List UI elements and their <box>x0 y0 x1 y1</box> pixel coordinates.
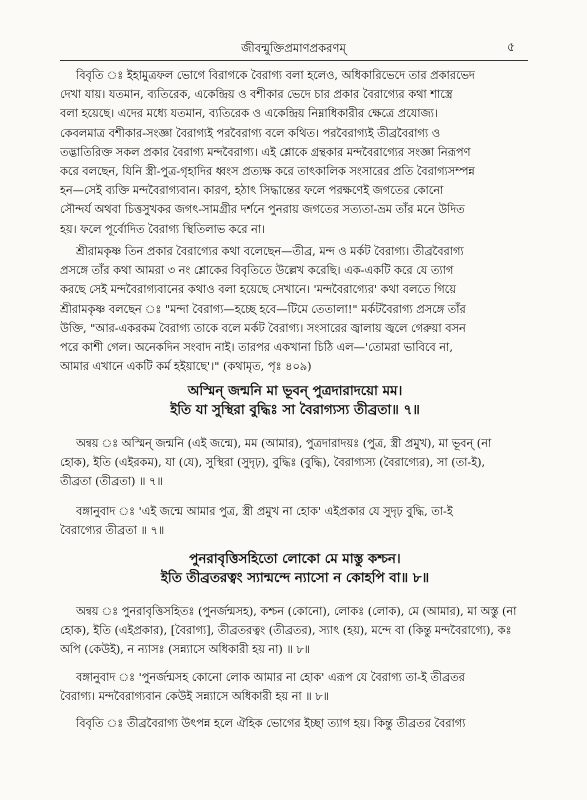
commentary-paragraph-2 <box>60 242 530 376</box>
text-line: অপি (কেউই), ন ন্যাসঃ (সন্ন্যাসে অধিকারী হয় না) ॥ ৮॥ <box>60 643 311 657</box>
anvaya-7 <box>60 434 530 492</box>
text-line: সৌন্দর্য অথবা চিত্তসুখকর জগৎ-সামগ্রীর দর্শনে পুনরায় জগতের সত্যতা-ভ্রম তাঁর মনে উদিত <box>60 203 465 217</box>
text-line: হন—সেই ব্যক্তি মন্দবৈরাগ্যবান। কারণ, হঠাৎ সিদ্ধান্তের ফলে পরক্ষণেই জগতের কোনো <box>60 184 444 198</box>
text-line: বৈরাগ্যের তীব্রতা ॥ ৭॥ <box>60 524 165 538</box>
text-line: করছে সেই মন্দবৈরাগ্যবানের কথাও বলা হয়েছে সেখানে। 'মন্দবৈরাগ্যের' কথা বলতে গিয়ে <box>60 283 456 297</box>
text-line: পরে কাশী গেল। অনেকদিন সংবাদ নাই। তারপর একখানা চিঠি এল—'তোমরা ভাবিবে না, <box>60 340 453 354</box>
text-line: শ্রীরামকৃষ্ণ তিন প্রকার বৈরাগ্যের কথা বলেছেন—তীব্র, মন্দ ও মর্কট বৈরাগ্য। তীব্রবৈরাগ্য <box>76 245 464 258</box>
page-number: ৫ <box>506 39 515 54</box>
text-line: হয়। ফলে পূর্বোদিত বৈরাগ্য স্থিতিলাভ করে না। <box>60 222 266 236</box>
text-line: অন্বয় ঃ পুনরাবৃত্তিসহিতঃ (পুনর্জন্মসহ), কশ্চন (কোনো), লোকঃ (লোক), মে (আমার), মা অস্তু (না <box>76 605 517 618</box>
text-line: আমার এখানে একটি কর্ম হইয়াছে'।" (কথামৃত, পৃঃ ৪০৯) <box>60 360 312 374</box>
text-line: প্রসঙ্গে তাঁর কথা আমরা ৩ নং শ্লোকের বিবৃতিতে উল্লেখ করেছি। এক-একটি করে যে ত্যাগ <box>60 264 454 278</box>
sanskrit-verse-7 <box>60 382 530 420</box>
text-line: বিবৃতি ঃ তীব্রবৈরাগ্য উৎপন্ন হলে ঐহিক ভোগের ইচ্ছা ত্যাগ হয়। কিন্তু তীব্রতর বৈরাগ্য <box>76 717 466 730</box>
text-line: করে বলছেন, যিনি স্ত্রী-পুত্র-গৃহাদির ধ্বংস প্রত্যক্ষ করে তাৎকালিক সংসারের প্রতি বৈরাগ্যসম্পন্ন <box>60 164 475 178</box>
text-line: কেবলমাত্র বশীকার-সংজ্ঞা বৈরাগ্যই পরবৈরাগ্য বলে কথিত। পরবৈরাগ্যই তীব্রবৈরাগ্য ও <box>60 126 441 140</box>
sanskrit-verse-8 <box>60 550 530 588</box>
translation-7 <box>60 502 530 540</box>
header-rule <box>60 60 528 61</box>
text-line: বঙ্গানুবাদ ঃ 'এই জন্মে আমার পুত্র, স্ত্রী প্রমুখ না হোক' এইপ্রকার যে সুদৃঢ় বুদ্ধি, তা-ই <box>76 505 453 518</box>
translation-8 <box>60 668 530 706</box>
text-line: বঙ্গানুবাদ ঃ 'পুনর্জন্মসহ কোনো লোক আমার না হোক' এরূপ যে বৈরাগ্য তা-ই তীব্রতর <box>76 671 465 684</box>
text-line: বৈরাগ্য। মন্দবৈরাগ্যবান কেউই সন্ন্যাসে অধিকারী হয় না ॥ ৮॥ <box>60 690 329 704</box>
text-line: তদ্ভাতিরিক্ত সকল প্রকার বৈরাগ্য মন্দবৈরাগ্য। এই শ্লোকে গ্রন্থকার মন্দবৈরাগ্যের সংজ্ঞা নিরূপণ <box>60 145 471 159</box>
text-line: হোক), ইতি (এইপ্রকার), [বৈরাগ্য], তীব্রতরত্বং (তীব্রতর), স্যাৎ (হয়), মন্দে বা (কিন্তু মন্দবৈরাগ্যে), কঃ <box>60 624 512 638</box>
text-line: দেখা যায়। যতমান, ব্যতিরেক, একেন্দ্রিয় ও বশীকার ভেদে চার প্রকার বৈরাগ্যের কথা শাস্ত্রে <box>60 88 453 102</box>
text-line: শ্রীরামকৃষ্ণ বলছেন ঃ "মন্দা বৈরাগ্য—হচ্ছে হবে—টিমে তেতালা!" মর্কটবৈরাগ্য প্রসঙ্গে তাঁর <box>60 302 466 316</box>
commentary-paragraph-1 <box>60 66 530 239</box>
anvaya-8 <box>60 602 530 660</box>
chapter-title: জীবন্মুক্তিপ্রমাণপ্রকরণম্ <box>241 41 346 55</box>
commentary-paragraph-3 <box>60 714 530 733</box>
text-line: বিবৃতি ঃ ইহামুত্রফল ভোগে বিরাগকে বৈরাগ্য বলা হলেও, অধিকারিভেদে তার প্রকারভেদ <box>76 69 475 82</box>
verse-line: ইতি যা সুস্থিরা বুদ্ধিঃ সা বৈরাগ্যস্য তীব্রতা॥ ৭॥ <box>170 402 420 418</box>
verse-line: ইতি তীব্রতরত্বং স্যান্মন্দে ন্যাসো ন কোহপি বা॥ ৮॥ <box>160 570 430 586</box>
verse-line: অস্মিন্ জন্মনি মা ভূবন্ পুত্রদারাদয়ো মম। <box>187 383 403 399</box>
text-line: হোক), ইতি (এইরকম), যা (যে), সুস্থিরা (সুদৃঢ়), বুদ্ধিঃ (বুদ্ধি), বৈরাগ্যস্য (বৈরাগ্যের), সা (তা-ই), <box>60 456 486 470</box>
text-line: তীব্রতা (তীব্রতা) ॥ ৭॥ <box>60 475 163 489</box>
text-line: বলা হয়েছে। এদের মধ্যে যতমান, ব্যতিরেক ও একেন্দ্রিয় নিম্নাধিকারীর ক্ষেত্রে প্রযোজ্য। <box>60 107 438 121</box>
verse-line: পুনরাবৃত্তিসহিতো লোকো মে মাস্তু কশ্চন। <box>189 551 401 567</box>
text-line: উক্তি, "আর-একরকম বৈরাগ্য তাকে বলে মর্কট বৈরাগ্য। সংসারের জ্বালায় জ্বলে গেরুয়া বসন <box>60 321 466 335</box>
running-header <box>0 40 587 56</box>
text-line: অন্বয় ঃ অস্মিন্ জন্মনি (এই জন্মে), মম (আমার), পুত্রদারাদয়ঃ (পুত্র, স্ত্রী প্রমুখ), মা ভূবন্ (না <box>76 437 492 450</box>
